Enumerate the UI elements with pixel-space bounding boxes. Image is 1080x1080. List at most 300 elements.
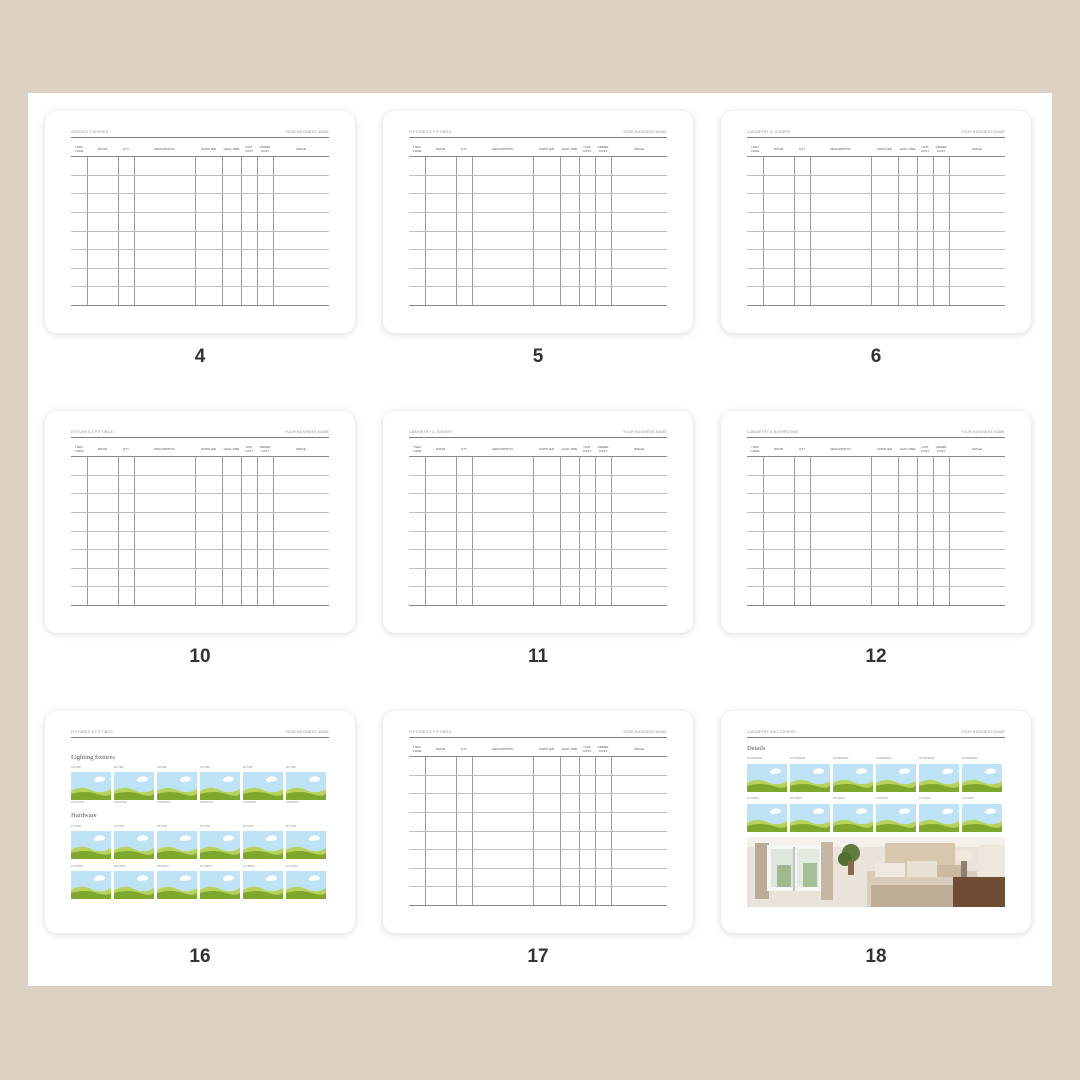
table-cell[interactable] bbox=[118, 287, 134, 306]
table-cell[interactable] bbox=[409, 287, 425, 306]
table-cell[interactable] bbox=[611, 194, 667, 213]
table-cell[interactable] bbox=[949, 157, 1005, 176]
table-cell[interactable] bbox=[425, 494, 456, 513]
table-cell[interactable] bbox=[898, 212, 917, 231]
table-cell[interactable] bbox=[595, 268, 611, 287]
table-cell[interactable] bbox=[917, 568, 933, 587]
table-cell[interactable] bbox=[810, 512, 871, 531]
table-cell[interactable] bbox=[257, 194, 273, 213]
table-cell[interactable] bbox=[472, 175, 533, 194]
table-cell[interactable] bbox=[425, 268, 456, 287]
table-cell[interactable] bbox=[472, 475, 533, 494]
table-cell[interactable] bbox=[257, 512, 273, 531]
table-cell[interactable] bbox=[810, 268, 871, 287]
table-cell[interactable] bbox=[456, 250, 472, 269]
table-cell[interactable] bbox=[456, 512, 472, 531]
table-cell[interactable] bbox=[425, 757, 456, 776]
table-cell[interactable] bbox=[425, 475, 456, 494]
table-cell[interactable] bbox=[409, 175, 425, 194]
table-cell[interactable] bbox=[579, 850, 595, 869]
table-cell[interactable] bbox=[611, 250, 667, 269]
table-cell[interactable] bbox=[898, 587, 917, 606]
table-cell[interactable] bbox=[871, 157, 898, 176]
table-cell[interactable] bbox=[579, 587, 595, 606]
table-cell[interactable] bbox=[871, 194, 898, 213]
table-cell[interactable] bbox=[917, 157, 933, 176]
table-cell[interactable] bbox=[456, 831, 472, 850]
table-cell[interactable] bbox=[118, 212, 134, 231]
table-cell[interactable] bbox=[222, 268, 241, 287]
table-cell[interactable] bbox=[747, 287, 763, 306]
table-cell[interactable] bbox=[533, 850, 560, 869]
table-cell[interactable] bbox=[533, 568, 560, 587]
table-cell[interactable] bbox=[273, 457, 329, 476]
table-cell[interactable] bbox=[611, 568, 667, 587]
table-cell[interactable] bbox=[533, 194, 560, 213]
table-cell[interactable] bbox=[222, 531, 241, 550]
table-cell[interactable] bbox=[409, 775, 425, 794]
table-cell[interactable] bbox=[134, 287, 195, 306]
table-cell[interactable] bbox=[195, 512, 222, 531]
table-cell[interactable] bbox=[425, 587, 456, 606]
table-cell[interactable] bbox=[898, 475, 917, 494]
page-card-12[interactable] bbox=[721, 411, 1031, 633]
table-cell[interactable] bbox=[595, 475, 611, 494]
table-cell[interactable] bbox=[560, 587, 579, 606]
table-cell[interactable] bbox=[241, 568, 257, 587]
table-cell[interactable] bbox=[810, 494, 871, 513]
table-cell[interactable] bbox=[611, 457, 667, 476]
table-cell[interactable] bbox=[71, 231, 87, 250]
table-cell[interactable] bbox=[222, 494, 241, 513]
table-cell[interactable] bbox=[222, 550, 241, 569]
table-cell[interactable] bbox=[763, 531, 794, 550]
table-cell[interactable] bbox=[871, 550, 898, 569]
table-cell[interactable] bbox=[763, 231, 794, 250]
table-cell[interactable] bbox=[533, 757, 560, 776]
table-cell[interactable] bbox=[794, 175, 810, 194]
table-cell[interactable] bbox=[579, 550, 595, 569]
table-cell[interactable] bbox=[222, 250, 241, 269]
table-cell[interactable] bbox=[949, 494, 1005, 513]
table-cell[interactable] bbox=[763, 268, 794, 287]
table-cell[interactable] bbox=[257, 287, 273, 306]
table-cell[interactable] bbox=[87, 157, 118, 176]
table-cell[interactable] bbox=[794, 287, 810, 306]
table-cell[interactable] bbox=[917, 475, 933, 494]
table-cell[interactable] bbox=[747, 457, 763, 476]
table-cell[interactable] bbox=[241, 231, 257, 250]
table-cell[interactable] bbox=[409, 157, 425, 176]
table-cell[interactable] bbox=[425, 568, 456, 587]
table-cell[interactable] bbox=[425, 868, 456, 887]
table-cell[interactable] bbox=[409, 568, 425, 587]
table-cell[interactable] bbox=[871, 457, 898, 476]
table-cell[interactable] bbox=[579, 268, 595, 287]
table-cell[interactable] bbox=[273, 157, 329, 176]
table-cell[interactable] bbox=[456, 550, 472, 569]
table-cell[interactable] bbox=[409, 512, 425, 531]
table-cell[interactable] bbox=[560, 794, 579, 813]
page-card-11[interactable] bbox=[383, 411, 693, 633]
table-cell[interactable] bbox=[257, 587, 273, 606]
table-cell[interactable] bbox=[611, 887, 667, 906]
table-cell[interactable] bbox=[456, 475, 472, 494]
table-cell[interactable] bbox=[579, 212, 595, 231]
table-cell[interactable] bbox=[560, 268, 579, 287]
table-cell[interactable] bbox=[763, 175, 794, 194]
table-cell[interactable] bbox=[579, 457, 595, 476]
table-cell[interactable] bbox=[273, 494, 329, 513]
table-cell[interactable] bbox=[579, 494, 595, 513]
table-cell[interactable] bbox=[595, 794, 611, 813]
table-cell[interactable] bbox=[595, 550, 611, 569]
table-cell[interactable] bbox=[794, 512, 810, 531]
table-cell[interactable] bbox=[456, 175, 472, 194]
table-cell[interactable] bbox=[595, 775, 611, 794]
table-cell[interactable] bbox=[595, 757, 611, 776]
table-cell[interactable] bbox=[456, 568, 472, 587]
table-cell[interactable] bbox=[898, 287, 917, 306]
table-cell[interactable] bbox=[87, 212, 118, 231]
table-cell[interactable] bbox=[611, 775, 667, 794]
table-cell[interactable] bbox=[409, 812, 425, 831]
table-cell[interactable] bbox=[87, 250, 118, 269]
page-card-17[interactable] bbox=[383, 711, 693, 933]
table-cell[interactable] bbox=[611, 175, 667, 194]
table-cell[interactable] bbox=[195, 568, 222, 587]
table-cell[interactable] bbox=[611, 587, 667, 606]
table-cell[interactable] bbox=[611, 212, 667, 231]
table-cell[interactable] bbox=[71, 494, 87, 513]
table-cell[interactable] bbox=[456, 868, 472, 887]
table-cell[interactable] bbox=[425, 887, 456, 906]
table-cell[interactable] bbox=[747, 268, 763, 287]
table-cell[interactable] bbox=[118, 250, 134, 269]
table-cell[interactable] bbox=[763, 250, 794, 269]
table-cell[interactable] bbox=[257, 475, 273, 494]
table-cell[interactable] bbox=[810, 250, 871, 269]
table-cell[interactable] bbox=[425, 550, 456, 569]
table-cell[interactable] bbox=[898, 250, 917, 269]
table-cell[interactable] bbox=[87, 175, 118, 194]
table-cell[interactable] bbox=[949, 457, 1005, 476]
table-cell[interactable] bbox=[579, 231, 595, 250]
table-cell[interactable] bbox=[949, 475, 1005, 494]
table-cell[interactable] bbox=[425, 850, 456, 869]
table-cell[interactable] bbox=[241, 457, 257, 476]
table-cell[interactable] bbox=[917, 587, 933, 606]
table-cell[interactable] bbox=[409, 850, 425, 869]
table-cell[interactable] bbox=[425, 250, 456, 269]
page-card-5[interactable] bbox=[383, 111, 693, 333]
table-cell[interactable] bbox=[747, 550, 763, 569]
table-cell[interactable] bbox=[560, 887, 579, 906]
table-cell[interactable] bbox=[71, 175, 87, 194]
table-cell[interactable] bbox=[409, 231, 425, 250]
table-cell[interactable] bbox=[409, 550, 425, 569]
table-cell[interactable] bbox=[794, 194, 810, 213]
table-cell[interactable] bbox=[241, 512, 257, 531]
table-cell[interactable] bbox=[195, 231, 222, 250]
table-cell[interactable] bbox=[917, 457, 933, 476]
table-cell[interactable] bbox=[456, 812, 472, 831]
table-cell[interactable] bbox=[794, 457, 810, 476]
table-cell[interactable] bbox=[810, 287, 871, 306]
table-cell[interactable] bbox=[409, 494, 425, 513]
table-cell[interactable] bbox=[810, 157, 871, 176]
table-cell[interactable] bbox=[134, 231, 195, 250]
table-cell[interactable] bbox=[533, 268, 560, 287]
table-cell[interactable] bbox=[810, 531, 871, 550]
table-cell[interactable] bbox=[747, 568, 763, 587]
table-cell[interactable] bbox=[472, 868, 533, 887]
table-cell[interactable] bbox=[949, 212, 1005, 231]
table-cell[interactable] bbox=[579, 194, 595, 213]
table-cell[interactable] bbox=[810, 550, 871, 569]
table-cell[interactable] bbox=[472, 812, 533, 831]
table-cell[interactable] bbox=[195, 494, 222, 513]
table-cell[interactable] bbox=[579, 812, 595, 831]
table-cell[interactable] bbox=[425, 231, 456, 250]
table-cell[interactable] bbox=[871, 231, 898, 250]
table-cell[interactable] bbox=[425, 794, 456, 813]
table-cell[interactable] bbox=[810, 212, 871, 231]
table-cell[interactable] bbox=[560, 475, 579, 494]
table-cell[interactable] bbox=[409, 794, 425, 813]
table-cell[interactable] bbox=[87, 494, 118, 513]
table-cell[interactable] bbox=[241, 175, 257, 194]
table-cell[interactable] bbox=[933, 231, 949, 250]
table-cell[interactable] bbox=[257, 212, 273, 231]
table-cell[interactable] bbox=[871, 175, 898, 194]
table-cell[interactable] bbox=[472, 550, 533, 569]
table-cell[interactable] bbox=[533, 175, 560, 194]
table-cell[interactable] bbox=[949, 587, 1005, 606]
table-cell[interactable] bbox=[409, 868, 425, 887]
table-cell[interactable] bbox=[472, 587, 533, 606]
table-cell[interactable] bbox=[949, 531, 1005, 550]
table-cell[interactable] bbox=[611, 868, 667, 887]
table-cell[interactable] bbox=[595, 250, 611, 269]
table-cell[interactable] bbox=[533, 531, 560, 550]
table-cell[interactable] bbox=[533, 887, 560, 906]
table-cell[interactable] bbox=[456, 287, 472, 306]
table-cell[interactable] bbox=[747, 157, 763, 176]
table-cell[interactable] bbox=[810, 194, 871, 213]
table-cell[interactable] bbox=[425, 212, 456, 231]
table-cell[interactable] bbox=[118, 457, 134, 476]
table-cell[interactable] bbox=[933, 250, 949, 269]
table-cell[interactable] bbox=[71, 287, 87, 306]
table-cell[interactable] bbox=[134, 157, 195, 176]
table-cell[interactable] bbox=[917, 512, 933, 531]
page-card-16[interactable] bbox=[45, 711, 355, 933]
table-cell[interactable] bbox=[409, 475, 425, 494]
table-cell[interactable] bbox=[425, 194, 456, 213]
table-cell[interactable] bbox=[560, 212, 579, 231]
table-cell[interactable] bbox=[134, 568, 195, 587]
table-cell[interactable] bbox=[917, 175, 933, 194]
table-cell[interactable] bbox=[747, 175, 763, 194]
table-cell[interactable] bbox=[425, 457, 456, 476]
table-cell[interactable] bbox=[560, 868, 579, 887]
table-cell[interactable] bbox=[560, 231, 579, 250]
table-cell[interactable] bbox=[257, 268, 273, 287]
table-cell[interactable] bbox=[472, 494, 533, 513]
table-cell[interactable] bbox=[409, 757, 425, 776]
table-cell[interactable] bbox=[810, 231, 871, 250]
table-cell[interactable] bbox=[241, 475, 257, 494]
table-cell[interactable] bbox=[611, 812, 667, 831]
table-cell[interactable] bbox=[560, 831, 579, 850]
table-cell[interactable] bbox=[241, 494, 257, 513]
table-cell[interactable] bbox=[579, 250, 595, 269]
table-cell[interactable] bbox=[472, 157, 533, 176]
table-cell[interactable] bbox=[933, 531, 949, 550]
table-cell[interactable] bbox=[898, 550, 917, 569]
table-cell[interactable] bbox=[579, 157, 595, 176]
table-cell[interactable] bbox=[409, 250, 425, 269]
table-cell[interactable] bbox=[810, 175, 871, 194]
table-cell[interactable] bbox=[409, 831, 425, 850]
table-cell[interactable] bbox=[241, 287, 257, 306]
table-cell[interactable] bbox=[472, 231, 533, 250]
table-cell[interactable] bbox=[456, 757, 472, 776]
table-cell[interactable] bbox=[533, 457, 560, 476]
table-cell[interactable] bbox=[472, 757, 533, 776]
table-cell[interactable] bbox=[533, 475, 560, 494]
table-cell[interactable] bbox=[257, 175, 273, 194]
table-cell[interactable] bbox=[472, 850, 533, 869]
table-cell[interactable] bbox=[118, 550, 134, 569]
table-cell[interactable] bbox=[118, 175, 134, 194]
table-cell[interactable] bbox=[71, 268, 87, 287]
table-cell[interactable] bbox=[871, 268, 898, 287]
table-cell[interactable] bbox=[257, 568, 273, 587]
table-cell[interactable] bbox=[763, 550, 794, 569]
table-cell[interactable] bbox=[425, 812, 456, 831]
table-cell[interactable] bbox=[763, 494, 794, 513]
table-cell[interactable] bbox=[195, 457, 222, 476]
table-cell[interactable] bbox=[118, 194, 134, 213]
table-cell[interactable] bbox=[871, 587, 898, 606]
table-cell[interactable] bbox=[810, 475, 871, 494]
table-cell[interactable] bbox=[579, 287, 595, 306]
table-cell[interactable] bbox=[763, 194, 794, 213]
table-cell[interactable] bbox=[595, 157, 611, 176]
table-cell[interactable] bbox=[794, 587, 810, 606]
table-cell[interactable] bbox=[595, 531, 611, 550]
table-cell[interactable] bbox=[456, 587, 472, 606]
table-cell[interactable] bbox=[933, 587, 949, 606]
table-cell[interactable] bbox=[222, 568, 241, 587]
table-cell[interactable] bbox=[595, 868, 611, 887]
table-cell[interactable] bbox=[273, 268, 329, 287]
table-cell[interactable] bbox=[71, 475, 87, 494]
table-cell[interactable] bbox=[134, 475, 195, 494]
table-cell[interactable] bbox=[933, 157, 949, 176]
table-cell[interactable] bbox=[472, 287, 533, 306]
table-cell[interactable] bbox=[87, 587, 118, 606]
table-cell[interactable] bbox=[195, 475, 222, 494]
table-cell[interactable] bbox=[87, 512, 118, 531]
table-cell[interactable] bbox=[533, 494, 560, 513]
table-cell[interactable] bbox=[933, 175, 949, 194]
table-cell[interactable] bbox=[560, 157, 579, 176]
table-cell[interactable] bbox=[456, 457, 472, 476]
table-cell[interactable] bbox=[118, 531, 134, 550]
table-cell[interactable] bbox=[222, 212, 241, 231]
table-cell[interactable] bbox=[794, 268, 810, 287]
table-cell[interactable] bbox=[871, 494, 898, 513]
page-card-18[interactable] bbox=[721, 711, 1031, 933]
table-cell[interactable] bbox=[933, 475, 949, 494]
table-cell[interactable] bbox=[611, 531, 667, 550]
table-cell[interactable] bbox=[898, 194, 917, 213]
table-cell[interactable] bbox=[747, 231, 763, 250]
table-cell[interactable] bbox=[560, 250, 579, 269]
table-cell[interactable] bbox=[898, 568, 917, 587]
table-cell[interactable] bbox=[241, 587, 257, 606]
table-cell[interactable] bbox=[87, 287, 118, 306]
table-cell[interactable] bbox=[87, 268, 118, 287]
table-cell[interactable] bbox=[810, 587, 871, 606]
table-cell[interactable] bbox=[611, 268, 667, 287]
table-cell[interactable] bbox=[560, 512, 579, 531]
table-cell[interactable] bbox=[533, 794, 560, 813]
table-cell[interactable] bbox=[456, 850, 472, 869]
table-cell[interactable] bbox=[763, 457, 794, 476]
table-cell[interactable] bbox=[871, 287, 898, 306]
table-cell[interactable] bbox=[71, 457, 87, 476]
table-cell[interactable] bbox=[425, 287, 456, 306]
table-cell[interactable] bbox=[118, 587, 134, 606]
table-cell[interactable] bbox=[611, 550, 667, 569]
table-cell[interactable] bbox=[472, 887, 533, 906]
table-cell[interactable] bbox=[747, 250, 763, 269]
table-cell[interactable] bbox=[949, 268, 1005, 287]
table-cell[interactable] bbox=[195, 194, 222, 213]
table-cell[interactable] bbox=[611, 231, 667, 250]
table-cell[interactable] bbox=[949, 287, 1005, 306]
table-cell[interactable] bbox=[472, 775, 533, 794]
table-cell[interactable] bbox=[810, 457, 871, 476]
table-cell[interactable] bbox=[71, 250, 87, 269]
table-cell[interactable] bbox=[134, 250, 195, 269]
table-cell[interactable] bbox=[933, 550, 949, 569]
table-cell[interactable] bbox=[456, 794, 472, 813]
table-cell[interactable] bbox=[273, 587, 329, 606]
table-cell[interactable] bbox=[579, 568, 595, 587]
table-cell[interactable] bbox=[134, 212, 195, 231]
table-cell[interactable] bbox=[273, 568, 329, 587]
table-cell[interactable] bbox=[257, 231, 273, 250]
table-cell[interactable] bbox=[118, 512, 134, 531]
table-cell[interactable] bbox=[794, 212, 810, 231]
table-cell[interactable] bbox=[898, 531, 917, 550]
table-cell[interactable] bbox=[794, 157, 810, 176]
table-cell[interactable] bbox=[257, 550, 273, 569]
table-cell[interactable] bbox=[595, 494, 611, 513]
table-cell[interactable] bbox=[222, 457, 241, 476]
table-cell[interactable] bbox=[794, 568, 810, 587]
table-cell[interactable] bbox=[763, 512, 794, 531]
table-cell[interactable] bbox=[273, 175, 329, 194]
table-cell[interactable] bbox=[560, 494, 579, 513]
table-cell[interactable] bbox=[917, 231, 933, 250]
table-cell[interactable] bbox=[611, 475, 667, 494]
